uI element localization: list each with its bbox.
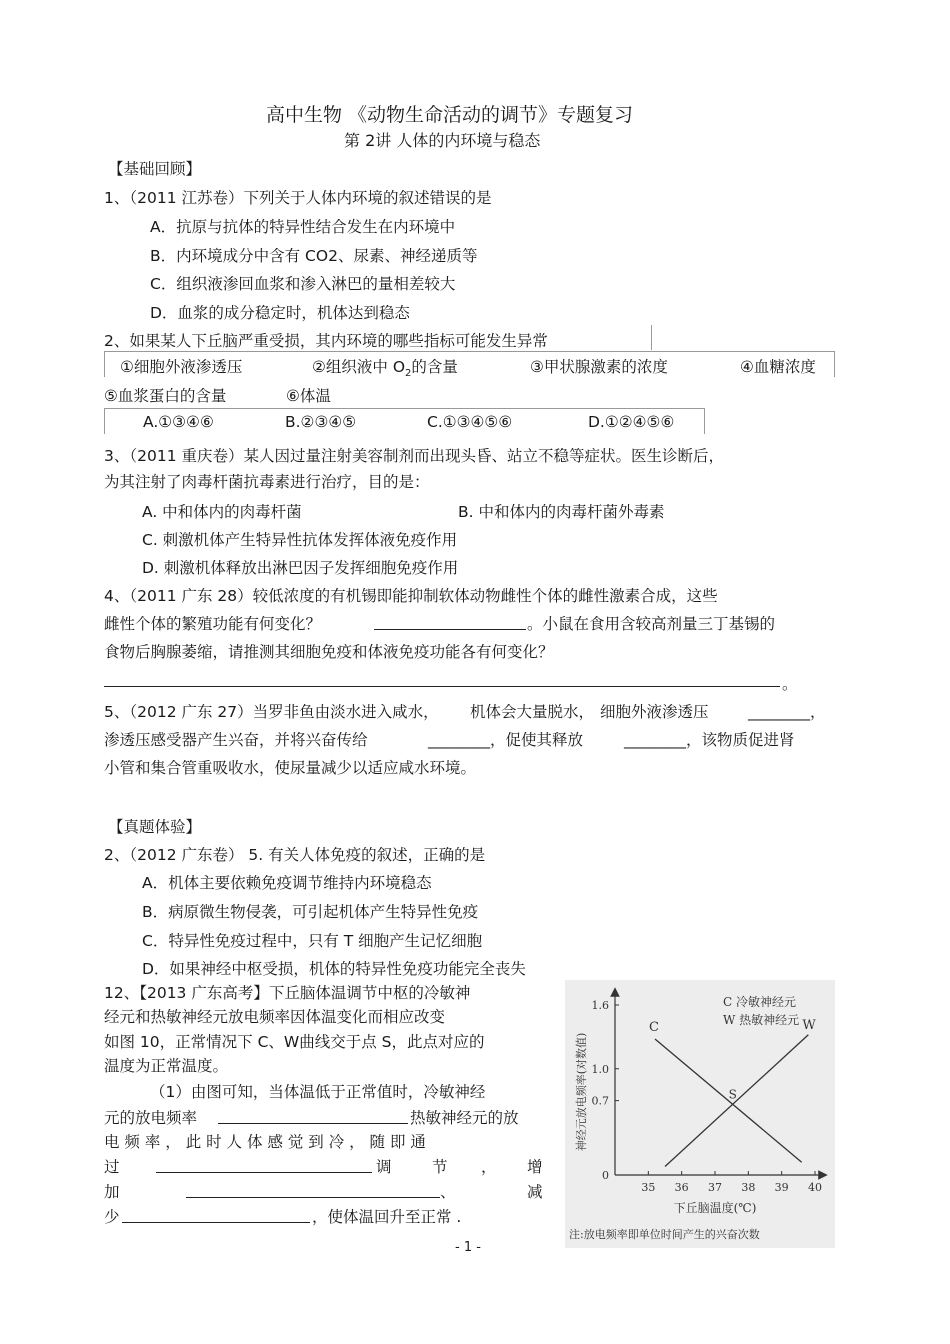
q12-line8d: ， xyxy=(481,1158,497,1176)
q2-options-frame-left xyxy=(104,408,105,434)
q6-option-b: B．病原微生物侵袭，可引起机体产生特异性免疫 xyxy=(142,903,479,921)
q2-option-c: C.①③④⑤⑥ xyxy=(427,413,513,431)
chart-annotation-s: S xyxy=(728,1087,737,1102)
q2-stem: 2、如果某人下丘脑严重受损，其内环境的哪些指标可能发生异常 xyxy=(104,332,548,350)
q6-stem: 2、（2012 广东卷） 5. 有关人体免疫的叙述，正确的是 xyxy=(104,846,486,864)
q2-item-1: ①细胞外液渗透压 xyxy=(120,358,243,376)
q2-frame-left xyxy=(104,351,105,377)
q3-option-b: B. 中和体内的肉毒杆菌外毒素 xyxy=(458,503,665,521)
q12-line10b: ，使体温回升至正常 . xyxy=(312,1208,462,1226)
q5-line1d: ________， xyxy=(748,703,826,721)
q4-answer-blank-2[interactable] xyxy=(104,672,780,687)
q12-blank-1[interactable] xyxy=(218,1109,408,1124)
q6-option-c: C．特异性免疫过程中，只有 T 细胞产生记忆细胞 xyxy=(142,932,483,950)
figure-chart xyxy=(565,980,835,1248)
page-number: - 1 - xyxy=(455,1240,481,1255)
chart-xlabel: 下丘脑温度(℃) xyxy=(673,1201,757,1215)
chart-ylabel: 神经元放电频率(对数值) xyxy=(575,1032,588,1152)
q12-line10a: 少 xyxy=(104,1208,120,1226)
q2-option-b: B.②③④⑤ xyxy=(285,413,357,431)
q2-frame-right xyxy=(651,325,652,350)
q2-item-2: ②组织液中 $O_2$的含量 xyxy=(312,358,458,380)
q12-line6a: 元的放电频率 xyxy=(104,1109,198,1127)
q12-line8a: 过 xyxy=(104,1158,120,1176)
q12-line8c: 节 xyxy=(432,1158,448,1176)
chart-svg xyxy=(565,980,835,1248)
q12-line7: 电 频 率 ， 此 时 人 体 感 觉 到 冷 ， 随 即 通 xyxy=(104,1133,426,1151)
q4-line1: 4、（2011 广东 28）较低浓度的有机锡即能抑制软体动物雌性个体的雌性激素合成，这些 xyxy=(104,587,718,605)
q2-option-a: A.①③④⑥ xyxy=(143,413,214,431)
chart-note: 注:放电频率即单位时间产生的兴奋次数 xyxy=(569,1228,760,1241)
q3-option-c: C. 刺激机体产生特异性抗体发挥体液免疫作用 xyxy=(142,531,458,549)
chart-series-label-W: W xyxy=(802,1017,816,1033)
q3-stem-line1: 3、（2011 重庆卷）某人因过量注射美容制剂而出现头昏、站立不稳等症状。医生诊断后， xyxy=(104,447,724,465)
section-real: 【真题体验】 xyxy=(108,818,202,836)
chart-y-tick-label: 1.0 xyxy=(591,1062,609,1076)
q4-line2a: 雌性个体的繁殖功能有何变化？ xyxy=(104,615,322,633)
q12-line9c: 减 xyxy=(527,1183,543,1201)
q2-option-d: D.①②④⑤⑥ xyxy=(588,413,675,431)
q1-option-a: A．抗原与抗体的特异性结合发生在内环境中 xyxy=(150,218,456,236)
q1-stem: 1、（2011 江苏卷）下列关于人体内环境的叙述错误的是 xyxy=(104,189,492,207)
q6-option-d: D．如果神经中枢受损，机体的特异性免疫功能完全丧失 xyxy=(142,960,526,978)
q12-blank-2[interactable] xyxy=(156,1158,372,1173)
q5-line1c: 细胞外液渗透压 xyxy=(600,703,709,721)
chart-series-label-C: C xyxy=(649,1020,659,1035)
q12-line5: （1）由图可知，当体温低于正常值时，冷敏神经 xyxy=(150,1083,486,1101)
q1-option-c: C．组织液渗回血浆和渗入淋巴的量相差较大 xyxy=(150,275,456,293)
q2-frame-top xyxy=(104,351,834,352)
q4-line2b: 。小鼠在食用含较高剂量三丁基锡的 xyxy=(527,615,776,633)
q2-options-frame-top xyxy=(104,408,704,409)
q2-item-6: ⑥体温 xyxy=(286,387,331,405)
q3-stem-line2: 为其注射了肉毒杆菌抗毒素进行治疗，目的是： xyxy=(104,473,430,491)
q12-blank-3[interactable] xyxy=(186,1183,440,1198)
q3-option-d: D. 刺激机体释放出淋巴因子发挥细胞免疫作用 xyxy=(142,559,459,577)
section-basic: 【基础回顾】 xyxy=(108,160,202,178)
q6-option-a: A．机体主要依赖免疫调节维持内环境稳态 xyxy=(142,874,432,892)
page-subtitle: 第 2讲 人体的内环境与稳态 xyxy=(344,131,541,150)
q3-option-a: A. 中和体内的肉毒杆菌 xyxy=(142,503,302,521)
chart-y-tick-label: 0.7 xyxy=(591,1094,609,1108)
chart-x-tick-label: 36 xyxy=(674,1181,689,1194)
q1-option-d: D．血浆的成分稳定时，机体达到稳态 xyxy=(150,304,410,322)
q4-answer-blank-1[interactable] xyxy=(374,615,526,630)
q12-line1: 12、【2013 广东高考】下丘脑体温调节中枢的冷敏神 xyxy=(104,984,471,1002)
q12-line8b: 调 xyxy=(376,1158,392,1176)
q4-line3: 食物后胸腺萎缩，请推测其细胞免疫和体液免疫功能各有何变化？ xyxy=(104,643,554,661)
chart-legend-w: W 热敏神经元 xyxy=(723,1013,800,1027)
q5-line3: 小管和集合管重吸收水，使尿量减少以适应咸水环境。 xyxy=(104,759,477,777)
chart-legend-c: C 冷敏神经元 xyxy=(723,995,796,1009)
q5-line2b: ________，促使其释放 xyxy=(428,731,584,749)
q12-line9b: 、 xyxy=(440,1183,456,1201)
chart-x-tick-label: 39 xyxy=(774,1181,789,1194)
q2-item-3: ③甲状腺激素的浓度 xyxy=(530,358,668,376)
chart-x-tick-label: 40 xyxy=(808,1181,822,1194)
q2-item-5: ⑤血浆蛋白的含量 xyxy=(104,387,227,405)
chart-x-tick-label: 38 xyxy=(741,1181,756,1194)
q5-line1a: 5、（2012 广东 27）当罗非鱼由淡水进入咸水， xyxy=(104,703,439,721)
q5-line2c: ________，该物质促进肾 xyxy=(624,731,795,749)
q12-line3: 如图 10，正常情况下 C、W曲线交于点 S，此点对应的 xyxy=(104,1033,485,1051)
page-title: 高中生物 《动物生命活动的调节》专题复习 xyxy=(266,104,634,126)
q12-line4: 温度为正常温度。 xyxy=(104,1057,229,1075)
q4-end: 。 xyxy=(782,675,798,693)
q5-line1b: 机体会大量脱水， xyxy=(470,703,595,721)
q1-option-b: B．内环境成分中含有 CO2、尿素、神经递质等 xyxy=(150,247,478,265)
chart-x-tick-label: 35 xyxy=(641,1181,656,1194)
q12-line9a: 加 xyxy=(104,1183,120,1201)
chart-y-tick-label: 1.6 xyxy=(591,999,609,1012)
q2-options-frame-right xyxy=(704,408,705,434)
q12-line8e: 增 xyxy=(527,1158,543,1176)
q12-line2: 经元和热敏神经元放电频率因体温变化而相应改变 xyxy=(104,1008,446,1026)
chart-x-tick-label: 37 xyxy=(708,1181,722,1194)
q5-line2a: 渗透压感受器产生兴奋，并将兴奋传给 xyxy=(104,731,368,749)
chart-y-tick-label: 0 xyxy=(602,1169,609,1182)
q12-line6b: 热敏神经元的放 xyxy=(410,1109,519,1127)
q2-frame-right2 xyxy=(834,351,835,377)
q12-blank-4[interactable] xyxy=(122,1208,310,1223)
q2-item-4: ④血糖浓度 xyxy=(740,358,816,376)
